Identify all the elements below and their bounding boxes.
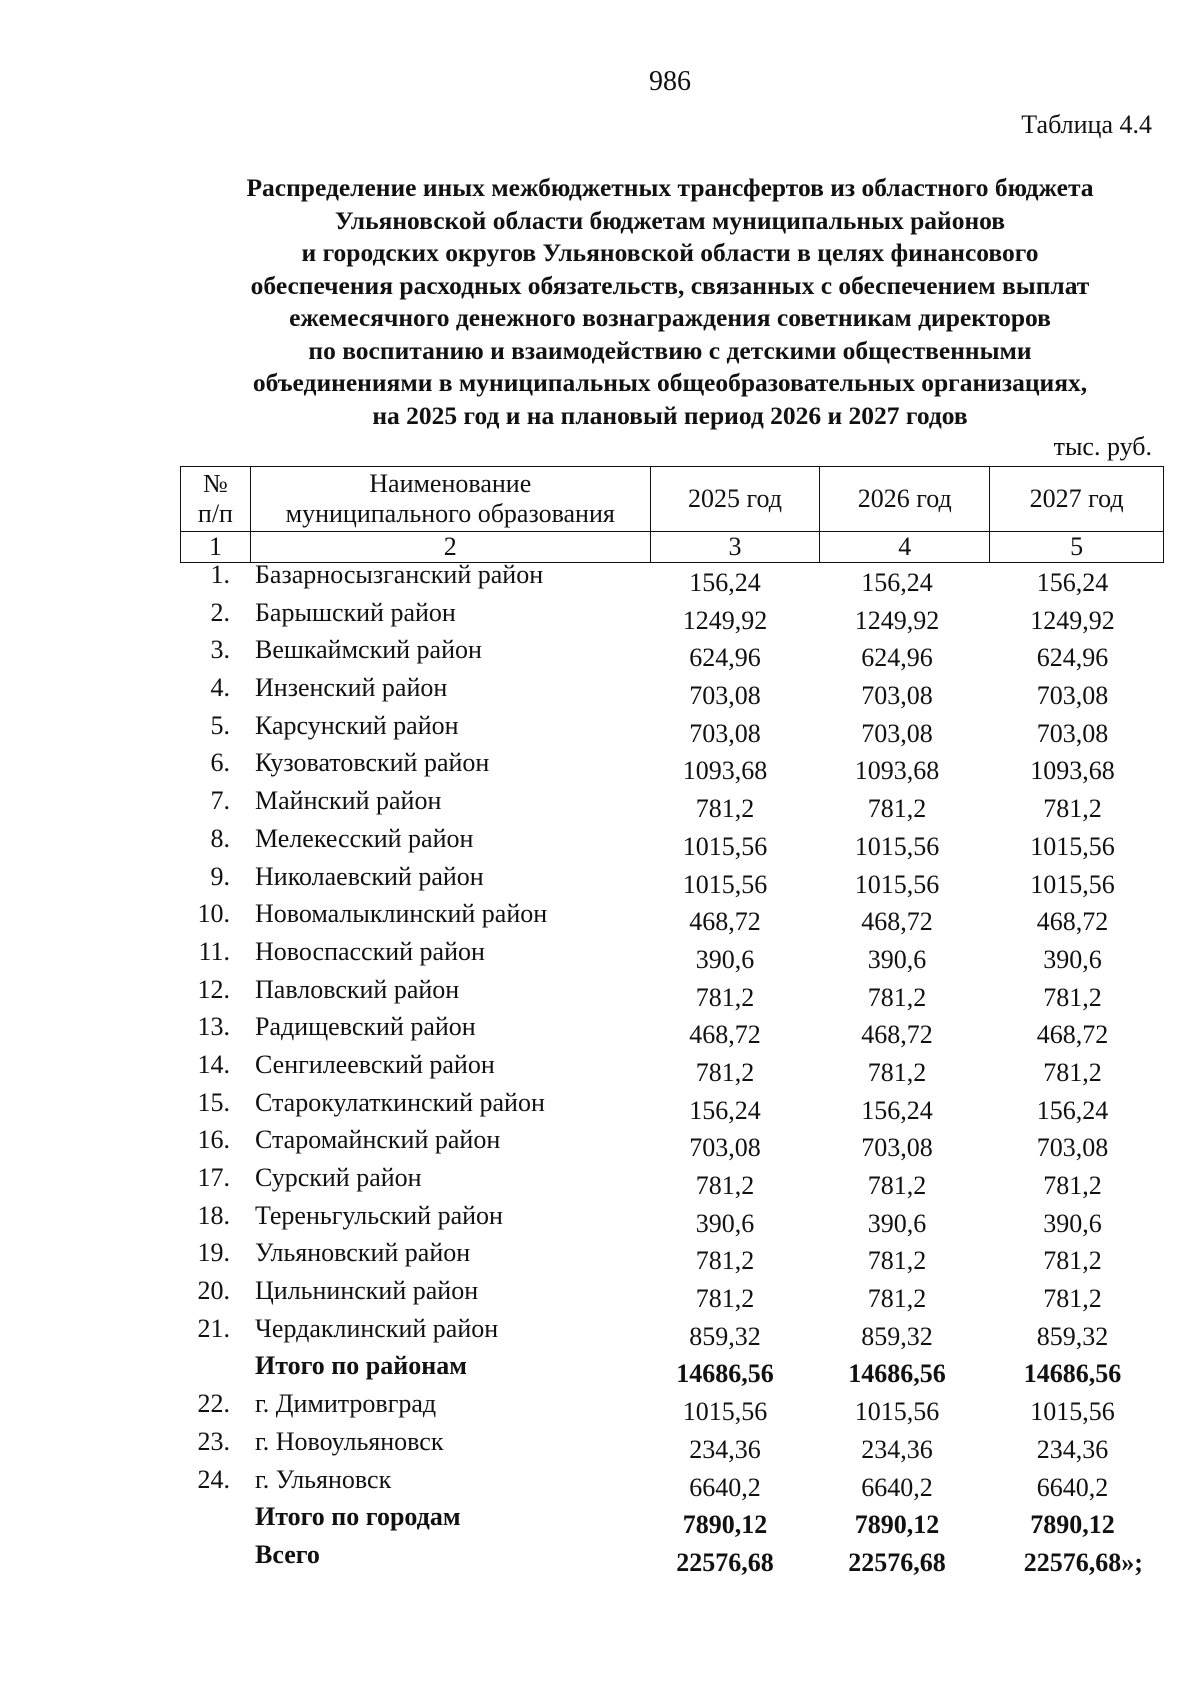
title-line: по воспитанию и взаимодействию с детскими общественными	[308, 335, 1032, 365]
value-2025: 781,2	[695, 1246, 755, 1276]
value-2025: 468,72	[689, 1020, 761, 1050]
value-2026: 390,6	[867, 944, 927, 974]
value-2026: 1015,56	[854, 1397, 940, 1427]
table-row	[180, 1427, 1164, 1465]
table-row	[180, 748, 1164, 786]
header-name-line: Наименование	[369, 469, 532, 498]
table-row	[180, 1050, 1164, 1088]
table-row	[180, 1088, 1164, 1126]
table-row	[180, 1276, 1164, 1314]
row-name: г. Ульяновск	[255, 1464, 392, 1494]
value-2027: 156,24	[1036, 1095, 1109, 1125]
header-num	[181, 467, 251, 532]
row-name: Ульяновский район	[255, 1238, 471, 1268]
value-2026: 6640,2	[861, 1472, 933, 1502]
row-name: Сурский район	[255, 1163, 422, 1192]
value-2025: 156,24	[689, 1095, 761, 1125]
table-row	[180, 1389, 1164, 1427]
value-2027: 468,72	[1036, 1020, 1109, 1050]
value-2027: 859,32	[1036, 1321, 1109, 1351]
row-name: Мелекесский район	[255, 823, 474, 853]
table-body	[180, 560, 1164, 1578]
column-index: 2	[250, 532, 650, 563]
row-number: 19.	[197, 1238, 230, 1268]
row-number: 6.	[210, 748, 230, 778]
table-row	[180, 673, 1164, 711]
value-2026: 781,2	[867, 1057, 927, 1087]
value-2025: 703,08	[689, 1133, 761, 1163]
table-row	[180, 711, 1164, 749]
row-name: Сенгилеевский район	[255, 1049, 495, 1079]
value-2025: 1093,68	[682, 756, 768, 786]
value-2027: 703,08	[1036, 718, 1109, 748]
value-2025: 14686,56	[676, 1359, 774, 1389]
value-2025: 22576,68	[676, 1547, 774, 1577]
row-name: Старокулаткинский район	[255, 1087, 545, 1117]
header-2025: 2025 год	[650, 467, 820, 532]
row-name: Новоспасский район	[255, 936, 485, 966]
row-number: 21.	[197, 1313, 230, 1343]
table-row	[180, 1012, 1164, 1050]
row-number: 16.	[197, 1125, 230, 1155]
row-number: 24.	[197, 1464, 230, 1494]
column-index: 1	[181, 532, 251, 563]
value-2026: 1249,92	[854, 605, 940, 635]
value-2026: 781,2	[867, 1246, 927, 1276]
value-2026: 1015,56	[854, 869, 940, 899]
value-2025: 703,08	[689, 718, 761, 748]
row-name: г. Димитровград	[255, 1389, 437, 1419]
row-name: Радищевский район	[255, 1012, 476, 1042]
value-2025: 1249,92	[682, 605, 768, 635]
value-2027: 14686,56	[1023, 1359, 1122, 1389]
page-number: 986	[649, 66, 691, 97]
table-row	[180, 975, 1164, 1013]
value-2027: 624,96	[1036, 643, 1109, 673]
row-name: Кузоватовский район	[255, 748, 490, 778]
value-2025: 468,72	[689, 907, 761, 937]
header-row	[181, 467, 1164, 532]
value-2026: 234,36	[861, 1434, 933, 1464]
row-number: 20.	[197, 1276, 230, 1306]
value-2026: 156,24	[861, 568, 933, 597]
header-num-line: п/п	[197, 499, 233, 528]
value-2025: 781,2	[695, 982, 755, 1012]
row-number: 23.	[197, 1426, 230, 1456]
value-2025: 1015,56	[682, 1397, 768, 1427]
value-2026: 7890,12	[854, 1510, 940, 1540]
row-number: 7.	[210, 786, 230, 816]
value-2027: 390,6	[1043, 1208, 1102, 1238]
row-number: 15.	[197, 1087, 230, 1117]
units-label: тыс. руб.	[1053, 432, 1152, 461]
value-2025: 859,32	[689, 1321, 761, 1351]
header-2026: 2026 год	[820, 467, 990, 532]
table-row	[180, 786, 1164, 824]
row-name: Новомалыклинский район	[255, 899, 548, 929]
value-2027: 781,2	[1043, 982, 1102, 1012]
column-index: 5	[990, 532, 1164, 563]
row-number: 11.	[198, 936, 230, 966]
row-name: Итого по городам	[255, 1502, 461, 1532]
row-name: Инзенский район	[255, 673, 448, 703]
title-line: и городских округов Ульяновской области в целях финансового	[301, 238, 1039, 267]
row-name: Базарносызганский район	[255, 560, 544, 589]
value-2026: 781,2	[867, 982, 927, 1012]
value-2027: 468,72	[1036, 907, 1109, 937]
value-2027: 781,2	[1043, 1171, 1102, 1200]
row-number: 5.	[210, 710, 230, 740]
value-2026: 14686,56	[848, 1359, 946, 1389]
title-line: Ульяновской области бюджетам муниципальных районов	[334, 205, 1006, 235]
row-number: 8.	[210, 823, 230, 853]
table-row	[180, 635, 1164, 673]
title-line: ежемесячного денежного вознаграждения советникам директоров	[289, 303, 1051, 332]
value-2026: 703,08	[861, 718, 933, 748]
value-2027: 1093,68	[1030, 756, 1115, 786]
value-2027: 156,24	[1036, 568, 1109, 597]
table-row	[180, 1201, 1164, 1239]
table-row	[180, 899, 1164, 937]
row-number: 3.	[210, 635, 230, 665]
value-2027: 1249,92	[1030, 605, 1115, 635]
value-2026: 468,72	[861, 907, 933, 937]
value-2026: 624,96	[861, 643, 933, 673]
table-row	[180, 560, 1164, 598]
value-2025: 624,96	[689, 643, 761, 673]
row-name: Цильнинский район	[255, 1276, 479, 1306]
value-2025: 703,08	[689, 681, 761, 711]
table-row	[180, 937, 1164, 975]
value-2027: 1015,56	[1030, 869, 1115, 899]
value-2025: 6640,2	[689, 1472, 761, 1502]
value-2025: 234,36	[689, 1434, 761, 1464]
value-2027: 234,36	[1036, 1434, 1109, 1464]
title-line: объединениями в муниципальных общеобразовательных организациях,	[252, 368, 1088, 397]
row-name: Старомайнский район	[255, 1125, 501, 1155]
row-number: 1.	[210, 560, 230, 589]
title-line: обеспечения расходных обязательств, связанных с обеспечением выплат	[250, 270, 1090, 300]
value-2025: 7890,12	[682, 1510, 768, 1540]
column-index: 4	[820, 532, 990, 563]
value-2025: 781,2	[695, 794, 755, 824]
row-number: 13.	[197, 1012, 230, 1042]
row-number: 2.	[210, 597, 230, 627]
table-row	[180, 862, 1164, 900]
header-num-line: №	[203, 469, 228, 498]
column-index: 3	[650, 532, 820, 563]
row-name: Всего	[255, 1539, 320, 1569]
table-row	[180, 1465, 1164, 1503]
closing-mark: »;	[1121, 1547, 1143, 1577]
value-2027: 781,2	[1043, 1246, 1102, 1276]
value-2025: 390,6	[695, 944, 755, 974]
title-line: на 2025 год и на плановый период 2026 и 2027 годов	[372, 400, 968, 430]
table-row	[180, 1125, 1164, 1163]
value-2027: 7890,12	[1030, 1510, 1115, 1540]
value-2026: 390,6	[867, 1208, 927, 1238]
row-number: 17.	[197, 1163, 230, 1192]
row-name: г. Новоульяновск	[255, 1426, 444, 1456]
value-2026: 781,2	[867, 794, 927, 824]
value-2025: 1015,56	[682, 831, 768, 861]
table-title	[180, 172, 1160, 432]
value-2026: 156,24	[861, 1095, 933, 1125]
value-2027: 6640,2	[1036, 1472, 1109, 1502]
row-name: Майнский район	[255, 786, 442, 816]
row-number: 22.	[197, 1389, 230, 1419]
value-2027: 703,08	[1036, 1133, 1109, 1163]
row-number: 10.	[197, 899, 230, 929]
row-name: Павловский район	[255, 974, 460, 1004]
value-2027: 1015,56	[1030, 1397, 1115, 1427]
value-2026: 1015,56	[854, 831, 940, 861]
value-2026: 468,72	[861, 1020, 933, 1050]
value-2026: 859,32	[861, 1321, 933, 1351]
row-name: Тереньгульский район	[255, 1200, 503, 1230]
value-2026: 781,2	[867, 1171, 927, 1200]
total-row	[180, 1502, 1164, 1540]
value-2026: 703,08	[861, 1133, 933, 1163]
row-name: Николаевский район	[255, 861, 484, 891]
row-number: 18.	[197, 1200, 230, 1230]
value-2025: 781,2	[695, 1171, 755, 1200]
value-2025: 390,6	[695, 1208, 755, 1238]
table-row	[180, 598, 1164, 636]
value-2027: 22576,68 »;	[1023, 1547, 1143, 1577]
table-row	[180, 1163, 1164, 1201]
value-2027: 703,08	[1036, 681, 1109, 711]
value-2026: 22576,68	[848, 1547, 946, 1577]
row-number: 12.	[197, 974, 230, 1004]
title-line: Распределение иных межбюджетных трансфертов из областного бюджета	[246, 173, 1094, 202]
value-2025: 1015,56	[682, 869, 768, 899]
total-row	[180, 1351, 1164, 1389]
value-2027: 781,2	[1043, 1284, 1102, 1314]
value-2026: 703,08	[861, 681, 933, 711]
value-2025: 781,2	[695, 1284, 755, 1314]
header-name	[250, 467, 650, 532]
row-name: Барышский район	[255, 597, 456, 627]
table-label: Таблица 4.4	[1021, 110, 1152, 139]
row-number: 4.	[210, 673, 230, 703]
table-row	[180, 824, 1164, 862]
column-index-row	[181, 532, 1164, 563]
value-2027: 781,2	[1043, 1057, 1102, 1087]
value-2027: 1015,56	[1030, 831, 1115, 861]
table-row	[180, 1238, 1164, 1276]
row-name: Итого по районам	[255, 1351, 467, 1381]
header-2027: 2027 год	[990, 467, 1164, 532]
table-row	[180, 1314, 1164, 1352]
value-2025: 156,24	[689, 568, 761, 597]
row-name: Чердаклинский район	[255, 1313, 499, 1343]
value-2026: 781,2	[867, 1284, 927, 1314]
row-name: Вешкаймский район	[255, 635, 482, 665]
total-row	[180, 1540, 1164, 1578]
value-2025: 781,2	[695, 1057, 755, 1087]
row-number: 14.	[197, 1049, 230, 1079]
value-2027: 390,6	[1043, 944, 1102, 974]
header-name-line: муниципального образования	[285, 499, 615, 528]
value-2027: 781,2	[1043, 794, 1102, 824]
row-number: 9.	[210, 861, 230, 891]
row-name: Карсунский район	[255, 710, 459, 740]
value-2026: 1093,68	[854, 756, 940, 786]
table-header	[180, 466, 1164, 563]
